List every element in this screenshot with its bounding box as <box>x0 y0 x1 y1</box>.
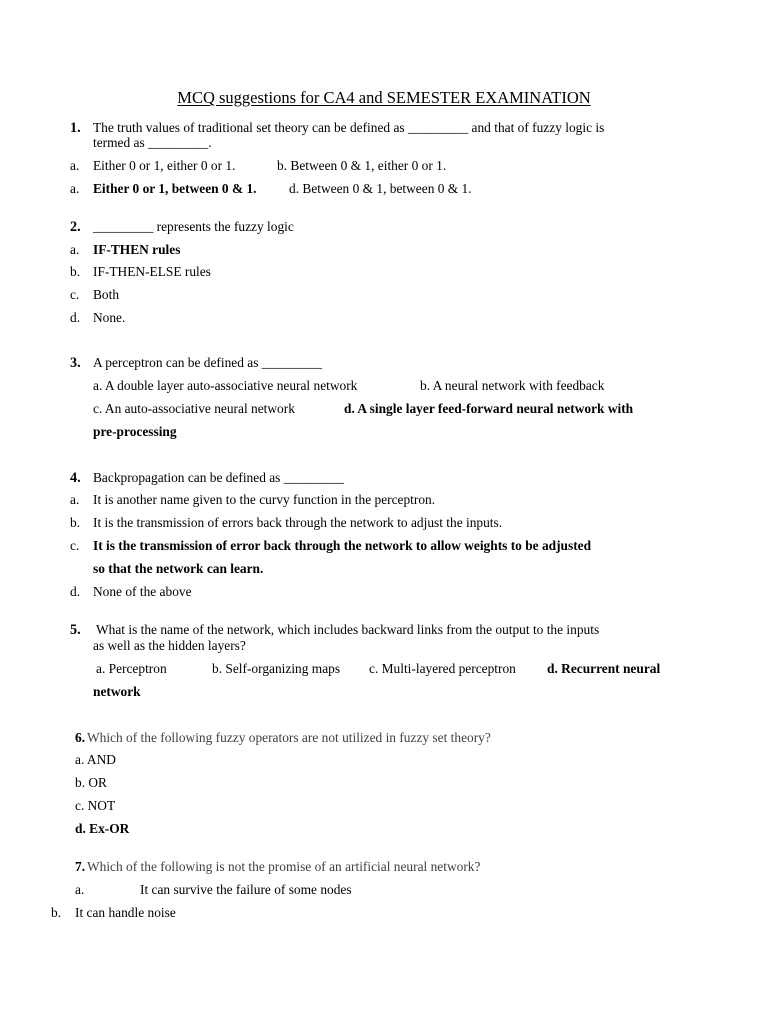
question-4-option-c-label: c. <box>70 538 80 553</box>
question-1-option-b: b. Between 0 & 1, either 0 or 1. <box>277 158 447 173</box>
question-4-option-a: It is another name given to the curvy function in the perceptron. <box>93 492 436 507</box>
question-2-option-b: IF-THEN-ELSE rules <box>93 264 211 279</box>
question-4-option-d: None of the above <box>93 584 192 599</box>
question-1-option-d: d. Between 0 & 1, between 0 & 1. <box>289 181 472 196</box>
question-1-number: 1. <box>70 120 81 136</box>
question-4-option-b-label: b. <box>70 515 81 530</box>
question-2-option-b-label: b. <box>70 264 81 279</box>
question-3-option-d: d. A single layer feed-forward neural network with <box>344 401 634 416</box>
question-2-option-a-label: a. <box>70 242 80 257</box>
question-2-text: _________ represents the fuzzy logic <box>93 219 294 234</box>
question-2-number: 2. <box>70 219 81 235</box>
question-5-text-cont: as well as the hidden layers? <box>93 638 246 653</box>
question-7-text: Which of the following is not the promise of an artificial neural network? <box>87 859 481 874</box>
question-4-number: 4. <box>70 470 81 486</box>
question-5-text: What is the name of the network, which includes backward links from the output to the inputs <box>96 622 600 637</box>
question-4-option-c: It is the transmission of error back through the network to allow weights to be adjusted <box>93 538 592 553</box>
question-5-option-d-cont: network <box>93 684 141 699</box>
question-3-number: 3. <box>70 355 81 371</box>
question-6-option-d: d. Ex-OR <box>75 821 130 836</box>
question-6-option-c: c. NOT <box>75 798 116 813</box>
question-2-option-a: IF-THEN rules <box>93 242 181 257</box>
question-2-option-d-label: d. <box>70 310 81 325</box>
page-title: MCQ suggestions for CA4 and SEMESTER EXAMINATION <box>177 88 591 107</box>
question-7-option-a-label: a. <box>75 882 85 897</box>
question-7-option-b: It can handle noise <box>75 905 176 920</box>
question-4-option-b: It is the transmission of errors back through the network to adjust the inputs. <box>93 515 503 530</box>
question-2-option-c: Both <box>93 287 120 302</box>
question-5-option-c: c. Multi-layered perceptron <box>369 661 516 676</box>
question-5-number: 5. <box>70 622 81 638</box>
question-6-option-b: b. OR <box>75 775 107 790</box>
question-1-option-a: Either 0 or 1, either 0 or 1. <box>93 158 236 173</box>
question-4-option-d-label: d. <box>70 584 81 599</box>
question-3-text: A perceptron can be defined as _________ <box>93 355 323 370</box>
question-3-option-d-cont: pre-processing <box>93 424 177 439</box>
question-4-option-c-cont: so that the network can learn. <box>93 561 264 576</box>
question-1-option-c-label: a. <box>70 181 80 196</box>
question-6-option-a: a. AND <box>75 752 116 767</box>
question-6-text: Which of the following fuzzy operators are not utilized in fuzzy set theory? <box>87 730 491 745</box>
question-1-option-c: Either 0 or 1, between 0 & 1. <box>93 181 257 196</box>
question-7-option-a: It can survive the failure of some nodes <box>140 882 352 897</box>
question-6-number: 6. <box>75 730 86 745</box>
question-3-option-a: a. A double layer auto-associative neural network <box>93 378 358 393</box>
question-7-option-b-label: b. <box>51 905 62 920</box>
question-7-number: 7. <box>75 859 86 874</box>
question-4-option-a-label: a. <box>70 492 80 507</box>
question-1-text-cont: termed as _________. <box>93 135 212 150</box>
question-2-option-d: None. <box>93 310 126 325</box>
question-5-option-b: b. Self-organizing maps <box>212 661 341 676</box>
question-3-option-c: c. An auto-associative neural network <box>93 401 295 416</box>
question-1-text: The truth values of traditional set theory can be defined as _________ and that of fuzzy logic is <box>93 120 605 135</box>
question-4-text: Backpropagation can be defined as _________ <box>93 470 344 485</box>
question-5-option-a: a. Perceptron <box>96 661 167 676</box>
question-1-option-a-label: a. <box>70 158 80 173</box>
question-2-option-c-label: c. <box>70 287 80 302</box>
question-3-option-b: b. A neural network with feedback <box>420 378 605 393</box>
question-5-option-d: d. Recurrent neural <box>547 661 661 676</box>
